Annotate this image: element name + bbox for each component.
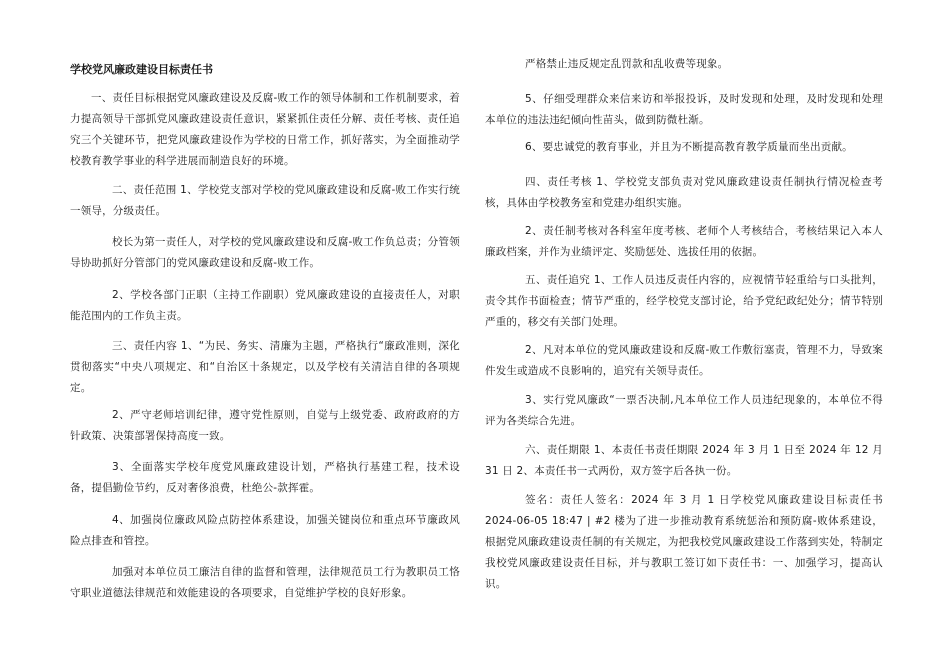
paragraph-assessment: 四、责任考核 1、学校党支部负责对党风廉政建设责任制执行情况检查考核，具体由学校教务室和党建办组织实施。 xyxy=(485,176,883,209)
paragraph-annual-plan: 3、全面落实学校年度党风廉政建设计划，严格执行基建工程，技术设备，提倡勤俭节约，反对奢侈浪费，杜绝公-款挥霍。 xyxy=(70,461,460,494)
paragraph-term: 六、责任期限 1、本责任书责任期限 2024 年 3 月 1 日至 2024 年 12 月 31 日 2、本责任书一式两份，双方签字后各执一份。 xyxy=(485,444,883,477)
paragraph-education-loyalty: 6、要忠诚党的教育事业，并且为不断提高教育教学质量而坐出贡献。 xyxy=(525,141,853,153)
paragraph-principal-responsibility: 校长为第一责任人，对学校的党风廉政建设和反腐-败工作负总责；分管领导协助抓好分管部门的党风廉政建设和反腐-败工作。 xyxy=(70,236,460,269)
document-title: 学校党风廉政建设目标责任书 xyxy=(70,63,213,76)
paragraph-complaints: 5、仔细受理群众来信来访和举报投诉，及时发现和处理，及时发现和处理本单位的违法违纪倾向性苗头，做到防微杜渐。 xyxy=(485,93,883,126)
paragraph-department-heads: 2、学校各部门正职（主持工作副职）党风廉政建设的直接责任人，对职能范围内的工作负主责。 xyxy=(70,289,460,322)
paragraph-leadership-accountability: 2、凡对本单位的党风廉政建设和反腐-败工作敷衍塞责，管理不力，导致案件发生或造成不良影响的，追究有关领导责任。 xyxy=(485,344,883,377)
paragraph-responsibility-scope: 二、责任范围 1、学校党支部对学校的党风廉政建设和反腐-败工作实行统一领导，分级责任。 xyxy=(70,184,460,217)
paragraph-responsibility-goal: 一、责任目标根据党风廉政建设及反腐-败工作的领导体制和工作机制要求，着力提高领导干部抓党风廉政建设责任意识，紧紧抓住责任分解、责任考核、责任追究三个关键环节，把党风廉政建设作为学校的日常工作，抓好落实，为全面推动学校教育教学事业的科学进展而制造良好的环境。 xyxy=(70,92,460,167)
paragraph-veto-system: 3、实行党风廉政“一票否决制,凡本单位工作人员违纪现象的，本单位不得评为各类综合先进。 xyxy=(485,394,883,427)
paragraph-risk-control: 4、加强岗位廉政风险点防控体系建设，加强关键岗位和重点环节廉政风险点排查和管控。 xyxy=(70,514,460,547)
paragraph-discipline: 2、严守老师培训纪律，遵守党性原则，自觉与上级党委、政府政府的方针政策、决策部署保持高度一致。 xyxy=(70,409,460,442)
paragraph-signature: 签名：责任人签名：2024 年 3 月 1 日学校党风廉政建设目标责任书 2024-06-05 18:47 | #2 楼为了进一步推动教育系统惩治和预防腐-败体系建设，根据党风廉政建设责任制的有关规定，为把我校党风廉政建设工作落到实处，特制定我校党风廉政建设责任目标，并与教职工签订如下责任书：一、加强学习，提高认识。 xyxy=(485,494,883,590)
paragraph-accountability: 五、责任追究 1、工作人员违反责任内容的，应视情节轻重给与口头批判，责令其作书面检查；情节严重的，经学校党支部讨论，给予党纪政纪处分；情节特别严重的，移交有关部门处理。 xyxy=(485,274,883,328)
paragraph-prohibition: 严格禁止违反规定乱罚款和乱收费等现象。 xyxy=(525,58,729,70)
paragraph-assessment-results: 2、责任制考核对各科室年度考核、老师个人考核结合，考核结果记入本人廉政档案，并作为业绩评定、奖励惩处、选拔任用的依据。 xyxy=(485,225,883,258)
paragraph-responsibility-content: 三、责任内容 1、“为民、务实、清廉为主题，严格执行“廉政准则，深化贯彻落实“中央八项规定、和“自治区十条规定，以及学校有关清洁自律的各项规定。 xyxy=(70,340,460,394)
paragraph-supervision: 加强对本单位员工廉洁自律的监督和管理，法律规范员工行为教职员工恪守职业道德法律规范和效能建设的各项要求，自觉维护学校的良好形象。 xyxy=(70,566,460,599)
